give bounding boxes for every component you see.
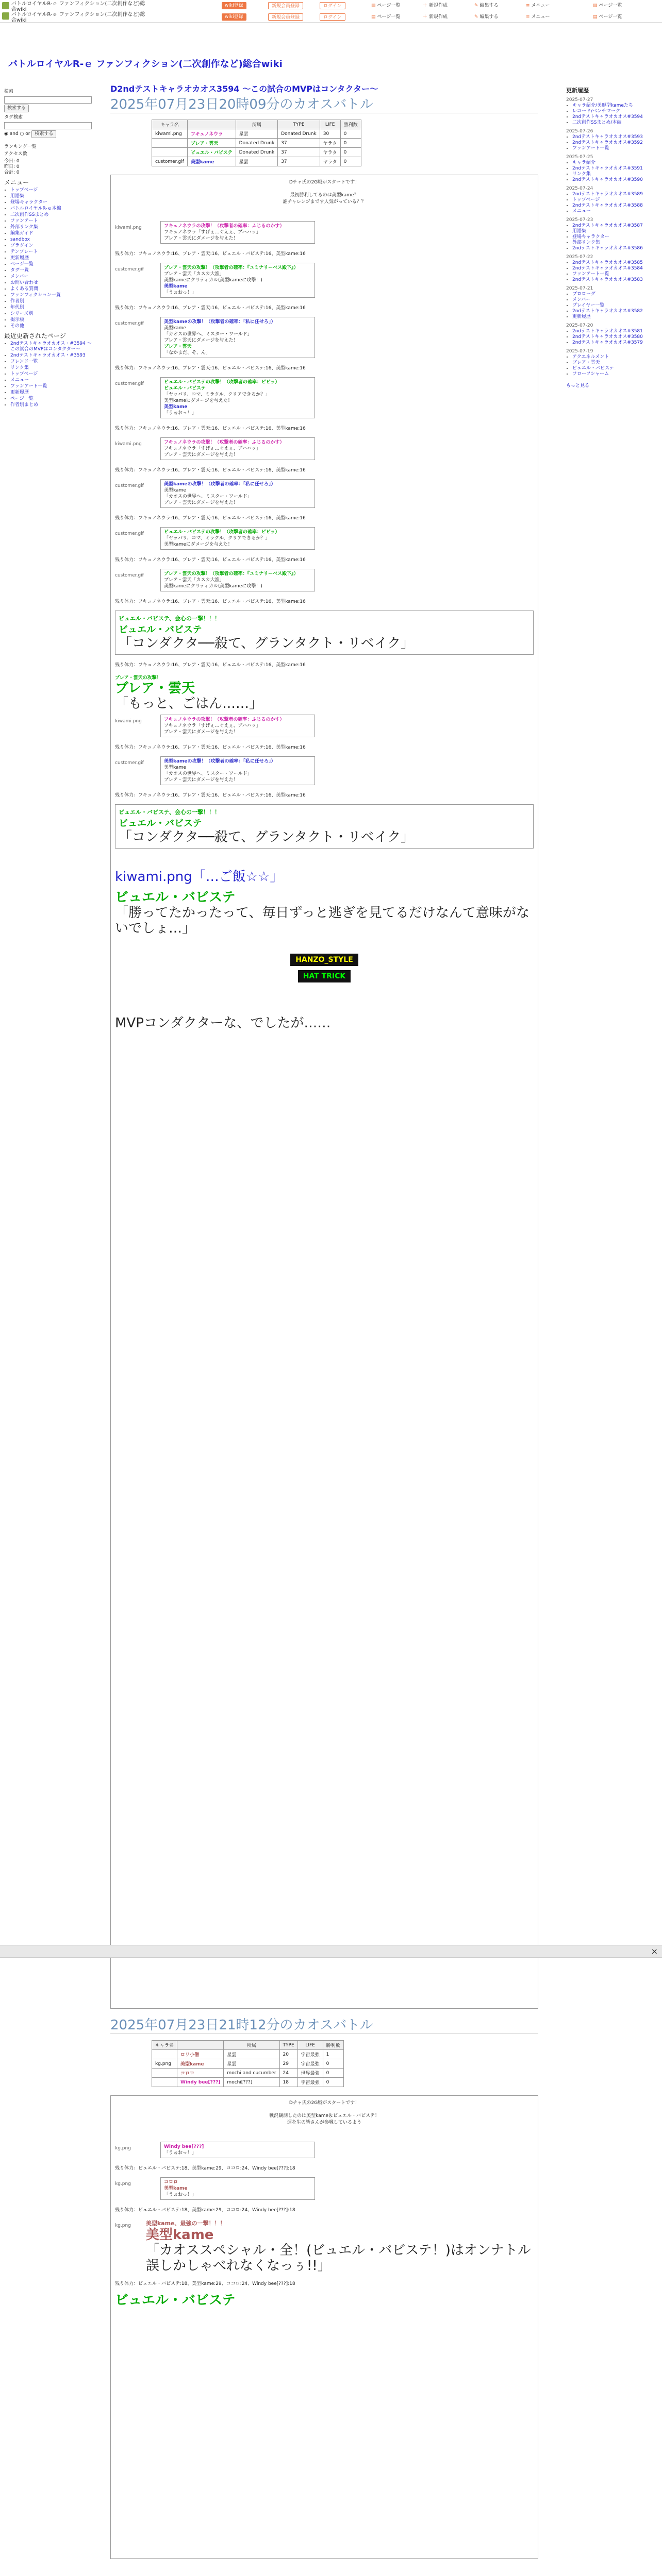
history-item[interactable]: • メンバー — [572, 297, 659, 303]
history-date: 2025-07-20 — [566, 323, 593, 328]
menu-link[interactable]: ≡ メニュー — [526, 3, 550, 8]
list-icon: ▤ — [593, 14, 598, 20]
menu-title: メニュー — [4, 179, 29, 186]
menu-item[interactable]: • お問い合わせ — [10, 280, 96, 286]
history-item[interactable]: • メニュー — [572, 209, 659, 214]
recent-item[interactable]: • メニュー — [10, 378, 96, 383]
history-item[interactable]: • 2ndテストキャラオカオス#3588 — [572, 203, 659, 209]
history-item[interactable]: • ファンアート一覧 — [572, 272, 659, 277]
history-item[interactable]: • 2ndテストキャラオカオス#3583 — [572, 277, 659, 283]
wiki-logo[interactable] — [2, 2, 9, 9]
table-header: キャラ名 — [152, 120, 188, 129]
status-line: 残り体力：フキュノネウラ:16、ブレア・雲天:16、ビュエル・バビステ:16、美型kame:16 — [115, 599, 306, 604]
list-icon: ▤ — [371, 3, 376, 8]
kiwami-line: kiwami.png「…ご飯☆☆」 — [115, 869, 284, 885]
intro-text: Dチャ氏の2G戦がスタートです！ 最初勝利してるのは美型kame？ 誰チャレンジまです人気がっている？？ — [283, 180, 366, 205]
menu-item[interactable]: • ページ一覧 — [10, 262, 96, 267]
event-dialog: ブレア・雲天の攻撃！（攻撃者の確率：『ユミナリーベス殿下』） ブレア・雲天「カスカ大漁」 美型kameにクリティカル(美型kameに攻撃！) 美型kame 「うぉおっ！」 — [160, 263, 315, 298]
top-bar — [0, 0, 662, 23]
menu-item[interactable]: • トップページ — [10, 188, 96, 193]
recent-item[interactable]: • 2ndテストキャラオカオス・#3594 ～この試合のMVPはコンタクター～ — [10, 341, 96, 352]
status-line: 残り体力：フキュノネウラ:16、ブレア・雲天:16、ビュエル・バビステ:16、美型kame:16 — [115, 468, 306, 473]
event-row — [115, 317, 534, 358]
status-line: 残り体力：フキュノネウラ:16、ブレア・雲天:16、ビュエル・バビステ:16、美型kame:16 — [115, 516, 306, 521]
table-header: TYPE — [279, 2041, 297, 2050]
counter-total: 合計: 0 — [4, 170, 20, 175]
recent-item[interactable]: • ファンアート一覧 — [10, 384, 96, 389]
counter-yesterday: 昨日: 0 — [4, 164, 20, 170]
character-image: customer.gif — [115, 531, 144, 536]
history-item[interactable]: • ファンアート一覧 — [572, 146, 659, 151]
history-item[interactable]: • 用語集 — [572, 229, 659, 234]
menu-item[interactable]: • 用語集 — [10, 194, 96, 199]
menu-icon: ≡ — [526, 14, 530, 20]
edit-link-2[interactable]: ✎ 編集する — [474, 14, 499, 20]
status-line: 残り体力：フキュノネウラ:16、ブレア・雲天:16、ビュエル・バビステ:16、美型kame:16 — [115, 426, 306, 431]
history-item[interactable]: • ビュエル・バビステ — [572, 366, 659, 371]
history-item[interactable]: • 2ndテストキャラオカオス#3590 — [572, 177, 659, 183]
history-item[interactable]: • 2ndテストキャラオカオス#3585 — [572, 260, 659, 266]
tag-search-label: タグ検索 — [4, 115, 23, 120]
hanzo-badge: HANZO_STYLE — [290, 954, 358, 966]
event-row — [115, 263, 534, 298]
recent-item[interactable]: • トップページ — [10, 371, 96, 377]
page-list-link-2[interactable]: ▤ ページ一覧 — [593, 3, 622, 8]
ranking-label[interactable]: ランキング一覧 — [4, 144, 37, 149]
table-row: kg.png 美型kame 星雲 29 宇宙最強 0 — [152, 2059, 344, 2069]
recent-list — [4, 341, 96, 408]
history-date: 2025-07-21 — [566, 286, 593, 291]
menu-item[interactable]: • 二次創作SSまとめ — [10, 212, 96, 218]
character-image: customer.gif — [115, 381, 144, 386]
history-group — [566, 255, 659, 283]
plus-icon: ＋ — [423, 3, 428, 8]
event-dialog: フキュノネウラの攻撃！（攻撃者の確率：ふじるのかす） フキュノネウラ「すげぇ…ぐえぇ、ア゙ハハッ」 ブレア・雲天にダメージを与えた！ — [160, 221, 315, 244]
critical-hit-box: ビュエル・バビステ、会心の一撃！！！ ビュエル・バビステ 「コンダクタ──殺て、グランタクト・リベイク」 — [115, 611, 534, 655]
character-image: kiwami.png — [115, 225, 142, 230]
table-header: キャラ名 — [152, 2041, 177, 2050]
search-button[interactable]: 検索する — [4, 105, 29, 112]
menu-item[interactable]: • 掲示板 — [10, 317, 96, 323]
battle-heading-2: 2025年07月23日21時12分のカオスバトル — [110, 2017, 538, 2034]
status-line: 残り体力：フキュノネウラ:16、ブレア・雲天:16、ビュエル・バビステ:16、美型kame:16 — [115, 793, 306, 798]
history-item[interactable]: • リンク集 — [572, 172, 659, 177]
history-date: 2025-07-23 — [566, 217, 593, 223]
character-image: kg.png — [115, 2181, 131, 2187]
history-item[interactable]: • トップページ — [572, 197, 659, 203]
recent-item[interactable]: • 2ndテストキャラオカオス・#3593 — [10, 353, 96, 359]
history-item[interactable]: • 2ndテストキャラオカオス#3589 — [572, 192, 659, 197]
page-list-link-3[interactable]: ▤ ページ一覧 — [371, 14, 401, 20]
history-item[interactable]: • 登場キャラクター — [572, 234, 659, 240]
overlay-bar — [0, 1945, 662, 1958]
menu-item[interactable]: • 登場キャラクター — [10, 200, 96, 206]
event-dialog: フキュノネウラの攻撃！（攻撃者の確率：ふじるのかす） フキュノネウラ「すげぇ…ぐえぇ、ア゙ハハッ」 ブレア・雲天にダメージを与えた！ — [160, 715, 315, 737]
recent-item[interactable]: • フレンド一覧 — [10, 359, 96, 365]
status-line: 残り体力：フキュノネウラ:16、ブレア・雲天:16、ビュエル・バビステ:16、美型kame:16 — [115, 366, 306, 371]
history-item[interactable]: • キャラ紹介/美形型kameたち — [572, 103, 659, 109]
page-list-link-4[interactable]: ▤ ページ一覧 — [593, 14, 622, 20]
event-row — [115, 437, 534, 460]
update-history-title: 更新履歴 — [566, 87, 589, 94]
quote-block: ブレア・雲天の攻撃！ ブレア・雲天 「もっと、ごはん……」 — [115, 675, 263, 711]
menu-item[interactable]: • 編集ガイド — [10, 231, 96, 236]
mvp-line: MVPコンダクターな、でしたが…… — [115, 1015, 331, 1031]
recent-item[interactable]: • ページ一覧 — [10, 396, 96, 402]
table-row: ロリ小僧 星雲 20 宇宙最強 1 — [152, 2050, 344, 2059]
history-group — [566, 155, 659, 183]
site-title-secondary[interactable]: バトルロイヤルR-ｅ ファンフィクション(二次創作など)総合wiki — [11, 12, 145, 23]
table-row: コロロ mochi and cucumber 24 世界最強 0 — [152, 2069, 344, 2078]
menu-item[interactable]: • シリーズ別 — [10, 311, 96, 317]
character-image: customer.gif — [115, 573, 144, 578]
history-item[interactable]: • 外部リンク集 — [572, 240, 659, 246]
history-date: 2025-07-19 — [566, 349, 593, 354]
history-date: 2025-07-26 — [566, 129, 593, 134]
login-button[interactable]: ログイン — [320, 2, 345, 9]
table-header: 勝利数 — [340, 120, 361, 129]
history-item[interactable]: • 2ndテストキャラオカオス#3592 — [572, 140, 659, 146]
history-group — [566, 186, 659, 214]
history-item[interactable]: • 更新履歴 — [572, 314, 659, 320]
character-image: customer.gif — [115, 760, 144, 766]
history-item[interactable]: • 2ndテストキャラオカオス#3594 — [572, 114, 659, 120]
table-header — [187, 120, 236, 129]
menu-item[interactable]: • よくある質問 — [10, 286, 96, 292]
search-label: 検索 — [4, 89, 14, 94]
history-item[interactable]: • 2ndテストキャラオカオス#3582 — [572, 309, 659, 314]
character-image: customer.gif — [115, 321, 144, 326]
left-sidebar — [4, 88, 96, 409]
event-row — [115, 715, 534, 737]
history-group — [566, 129, 659, 151]
table-header: LIFE — [320, 120, 340, 129]
history-date: 2025-07-24 — [566, 186, 593, 191]
history-item[interactable]: • 2ndテストキャラオカオス#3581 — [572, 329, 659, 334]
status-line: 残り体力：フキュノネウラ:16、ブレア・雲天:16、ビュエル・バビステ:16、美型kame:16 — [115, 306, 306, 311]
signup-button-2[interactable]: 新規会員登録 — [268, 13, 303, 21]
list-icon: ▤ — [593, 3, 598, 8]
table-row: ブレア・雲天 Donated Drunk 37 ヤラタ 0 — [152, 139, 361, 148]
history-item[interactable]: • プロローグ — [572, 292, 659, 297]
history-item[interactable]: • プレイヤー一覧 — [572, 303, 659, 309]
event-dialog: ビュエル・バビステの攻撃！（攻撃者の確率：ビビッ） ビュエル・バビステ 「ヤッパリ、コマ、ミラクル、クリアできるか？」 美型kameにダメージを与えた！ 美型kame 「うぉおっ！」 — [160, 377, 315, 418]
history-group — [566, 349, 659, 377]
table-header: 所属 — [224, 2041, 279, 2050]
history-item[interactable]: • フローフシャーム — [572, 371, 659, 377]
event-dialog: ビュエル・バビステの攻撃！（攻撃者の確率：ビビッ） 「ヤッパリ、コマ、ミラクル、クリアできるか？」 美型kameにダメージを与えた！ — [160, 527, 315, 550]
event-row — [115, 221, 534, 244]
wiki-create-button[interactable]: wiki登録 — [222, 2, 246, 9]
event-row — [115, 2177, 534, 2200]
table-header: TYPE — [278, 120, 320, 129]
result-table-2 — [152, 2040, 344, 2087]
event-row — [115, 479, 534, 508]
history-item[interactable]: • 2ndテストキャラオカオス#3587 — [572, 223, 659, 229]
event-dialog: 美型kameの攻撃！（攻撃者の確率：「私に任せろ」） 美型kame 「カオスの世界へ、ミスター・ワールド」 ブレア・雲天にダメージを与えた！ ブレア・雲天 「なかまだ、そ、ん」 — [160, 317, 315, 358]
menu-item[interactable]: • 作者別 — [10, 299, 96, 304]
search-input[interactable] — [4, 96, 92, 104]
table-header: 勝利数 — [323, 2041, 343, 2050]
character-image: customer.gif — [115, 483, 144, 488]
history-date: 2025-07-22 — [566, 255, 593, 260]
status-line: 残り体力：ビュエル・バビステ:18、美型kame:29、ココロ:24、Windy bee[???]:18 — [115, 2281, 295, 2286]
final-quote: 「勝ってたかったって、毎日ずっと逃ぎを見てるだけなんて意味がないでしょ…」 — [115, 905, 529, 936]
menu-item[interactable]: • sandbox — [10, 237, 96, 243]
new-page-link-2[interactable]: ＋ 新規作成 — [423, 14, 448, 20]
character-image: kiwami.png — [115, 442, 142, 447]
history-group — [566, 286, 659, 320]
recent-item[interactable]: • リンク集 — [10, 365, 96, 371]
wiki-header-title[interactable]: バトルロイヤルR-ｅ ファンフィクション(二次創作など)総合wiki — [8, 59, 283, 70]
event-row — [115, 2142, 534, 2158]
event-row — [115, 2219, 534, 2274]
recent-item[interactable]: • 更新履歴 — [10, 390, 96, 396]
menu-item[interactable]: • 外部リンク集 — [10, 225, 96, 230]
event-row — [115, 569, 534, 591]
list-icon: ▤ — [371, 14, 376, 20]
event-dialog: ブレア・雲天の攻撃！（攻撃者の確率：『ユミナリーベス殿下』） ブレア・雲天「カスカ大漁」 美型kameにクリティカル(美型kameに攻撃！) — [160, 569, 315, 591]
menu-item[interactable]: • ファンフィクション一覧 — [10, 293, 96, 298]
tag-search-button[interactable]: 検索する — [31, 130, 56, 138]
history-item[interactable]: • アクエネルメント — [572, 354, 659, 360]
character-image: customer.gif — [115, 267, 144, 272]
history-date: 2025-07-27 — [566, 97, 593, 103]
battle-log-2 — [110, 2095, 538, 2559]
history-item[interactable]: • ブレア・雲天 — [572, 360, 659, 366]
new-page-link[interactable]: ＋ 新規作成 — [423, 3, 448, 8]
event-dialog: 美型kameの攻撃！（攻撃者の確率：「私に任せろ」） 美型kame 「カオスの世界へ、ミスター・ワールド」 ブレア・雲天にダメージを与えた！ — [160, 479, 315, 508]
recent-item[interactable]: • 作者別まとめ — [10, 402, 96, 408]
event-dialog: Windy bee[???] 「うぉおっ！」 — [160, 2142, 315, 2158]
main-content — [110, 82, 538, 2567]
menu-item[interactable]: • テンプレート — [10, 249, 96, 255]
menu-list — [4, 188, 96, 329]
counter-today: 今日: 0 — [4, 159, 20, 164]
event-row — [115, 527, 534, 550]
edit-link[interactable]: ✎ 編集する — [474, 3, 499, 8]
pencil-icon: ✎ — [474, 3, 478, 8]
or-radio[interactable]: ○ or — [20, 131, 30, 137]
status-line: 残り体力：ビュエル・バビステ:18、美型kame:29、ココロ:24、Windy bee[???]:18 — [115, 2166, 295, 2171]
table-row: ビュエル・バビステ Donated Drunk 37 ヤラタ 0 — [152, 148, 361, 157]
table-header: 所属 — [236, 120, 278, 129]
menu-item[interactable]: • メンバー — [10, 274, 96, 280]
history-item[interactable]: • レコード/ベンチマーク — [572, 109, 659, 114]
right-sidebar — [566, 88, 659, 389]
history-item[interactable]: • 2ndテストキャラオカオス#3580 — [572, 334, 659, 340]
intro-text-2: Dチャ氏の2G戦がスタートです！ 戦況観測したのは美型kame＆ビュエル・バビステ！ 運を生の皆さんが参戦しているよう — [269, 2100, 379, 2125]
menu-item[interactable]: • バトルロイヤルR-ｅ本編 — [10, 206, 96, 212]
pencil-icon: ✎ — [474, 14, 478, 20]
tag-search-input[interactable] — [4, 122, 92, 129]
event-row — [115, 756, 534, 785]
status-line: 残り体力：フキュノネウラ:16、ブレア・雲天:16、ビュエル・バビステ:16、美型kame:16 — [115, 745, 306, 750]
battle-heading-1: 2025年07月23日20時09分のカオスバトル — [110, 96, 538, 113]
counter-label: アクセス数 — [4, 151, 27, 157]
wiki-logo[interactable] — [2, 12, 9, 20]
history-group — [566, 217, 659, 251]
history-item[interactable]: • 二次創作SSまとめ/本編 — [572, 120, 659, 126]
table-header — [177, 2041, 224, 2050]
event-dialog: フキュノネウラの攻撃！（攻撃者の確率：ふじるのかす） フキュノネウラ「すげぇ…ぐえぇ、ア゙ハハッ」 ブレア・雲天にダメージを与えた！ — [160, 437, 315, 460]
status-line: 残り体力：フキュノネウラ:16、ブレア・雲天:16、ビュエル・バビステ:16、美型kame:16 — [115, 663, 306, 668]
table-row: Windy bee[???] mochi[???] 18 宇宙最強 0 — [152, 2078, 344, 2087]
history-item[interactable]: • 2ndテストキャラオカオス#3591 — [572, 166, 659, 172]
status-line: 残り体力：フキュノネウラ:16、ブレア・雲天:16、ビュエル・バビステ:16、美型kame:16 — [115, 251, 306, 257]
battle-log-1 — [110, 175, 538, 2009]
history-group — [566, 323, 659, 346]
menu-item[interactable]: • ファンアート — [10, 218, 96, 224]
recent-title: 最近更新されたページ — [4, 332, 66, 340]
history-group — [566, 97, 659, 126]
menu-link-2[interactable]: ≡ メニュー — [526, 14, 550, 20]
character-image: kg.png — [115, 2146, 131, 2151]
history-item[interactable]: • キャラ紹介 — [572, 160, 659, 166]
login-button-2[interactable]: ログイン — [320, 13, 345, 21]
page-list-link[interactable]: ▤ ページ一覧 — [371, 3, 401, 8]
badge-group — [115, 952, 534, 985]
and-radio[interactable]: ◉ and — [4, 131, 19, 137]
status-line: 残り体力：フキュノネウラ:16、ブレア・雲天:16、ビュエル・バビステ:16、美型kame:16 — [115, 557, 306, 563]
character-image: kiwami.png — [115, 719, 142, 724]
more-history-link[interactable]: もっと見る — [566, 383, 590, 388]
result-table-1 — [152, 120, 361, 166]
history-item[interactable]: • 2ndテストキャラオカオス#3586 — [572, 246, 659, 251]
event-dialog: コロロ 美型kame 「うぉおっ！」 — [160, 2177, 315, 2200]
table-header: LIFE — [297, 2041, 323, 2050]
hat-trick-badge: HAT TRICK — [298, 970, 351, 982]
wiki-create-button-2[interactable]: wiki登録 — [222, 13, 246, 21]
signup-button[interactable]: 新規会員登録 — [268, 2, 303, 9]
critical-hit-box: ビュエル・バビステ、会心の一撃！！！ ビュエル・バビステ 「コンダクタ──殺て、グランタクト・リベイク」 — [115, 804, 534, 849]
event-dialog: 美型kameの攻撃！（攻撃者の確率：「私に任せろ」） 美型kame 「カオスの世界へ、ミスター・ワールド」 ブレア・雲天にダメージを与えた！ — [160, 756, 315, 785]
menu-item[interactable]: • 年代別 — [10, 305, 96, 311]
history-item[interactable]: • 2ndテストキャラオカオス#3584 — [572, 266, 659, 272]
table-row: kiwami.png フキュノネウラ 星雲 Donated Drunk 30 0 — [152, 129, 361, 139]
page-title: D2ndテストキャラオカオス3594 ～この試合のMVPはコンタクター～ — [110, 84, 378, 94]
history-date: 2025-07-25 — [566, 155, 593, 160]
menu-item[interactable]: • プラグイン — [10, 243, 96, 249]
history-item[interactable]: • 2ndテストキャラオカオス#3593 — [572, 134, 659, 140]
menu-icon: ≡ — [526, 3, 530, 8]
event-row — [115, 377, 534, 418]
history-item[interactable]: • 2ndテストキャラオカオス#3579 — [572, 340, 659, 346]
next-speaker: ビュエル・バビステ — [115, 2293, 236, 2308]
table-row: customer.gif 美型kame 星雲 37 ヤラタ 0 — [152, 157, 361, 166]
plus-icon: ＋ — [423, 14, 428, 20]
site-title[interactable]: バトルロイヤルR-ｅ ファンフィクション(二次創作など)総合wiki — [11, 1, 145, 12]
character-image: kg.png — [115, 2223, 131, 2228]
critical-hit-box: 美型kame、最強の一撃！！！ 美型kame 「カオススペシャル・全！(ビュエル・バビステ！)はオンナトル誤しかしゃべれなくなっぅ!!」 — [145, 2220, 531, 2274]
status-line: 残り体力：ビュエル・バビステ:18、美型kame:29、ココロ:24、Windy bee[???]:18 — [115, 2208, 295, 2213]
menu-item[interactable]: • タグ一覧 — [10, 268, 96, 274]
menu-item[interactable]: • その他 — [10, 324, 96, 329]
menu-item[interactable]: • 更新履歴 — [10, 256, 96, 261]
final-speaker: ビュエル・バビステ — [115, 890, 236, 905]
close-icon[interactable]: × — [651, 1946, 658, 1956]
